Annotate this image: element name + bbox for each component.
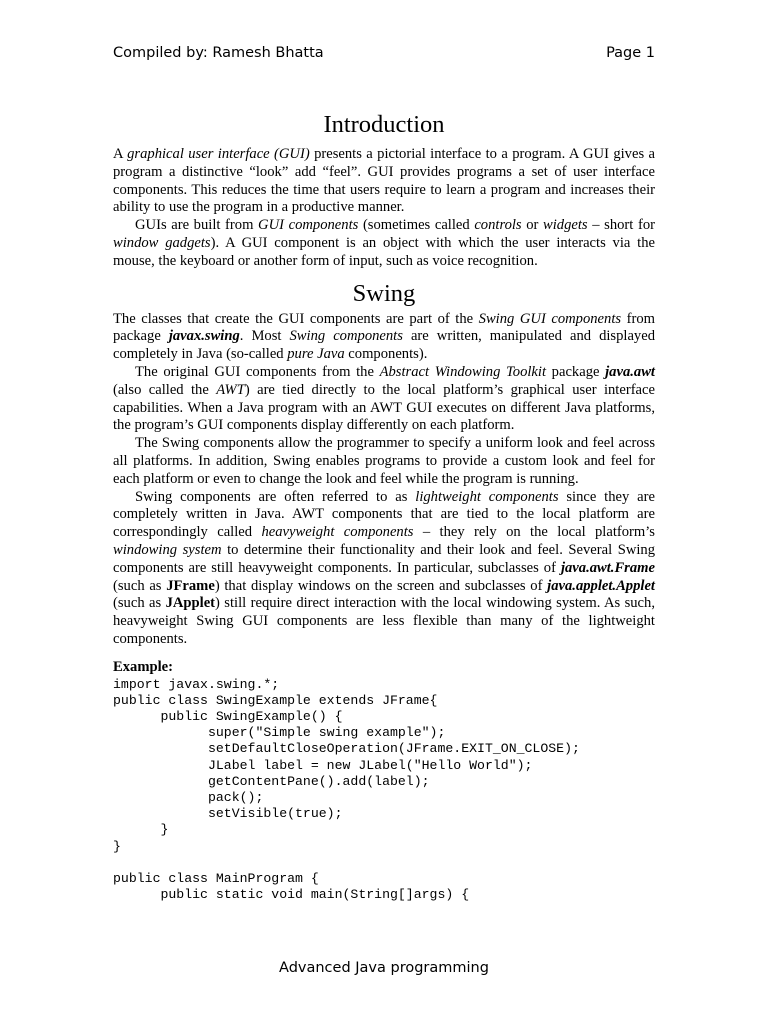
intro-paragraph-2: GUIs are built from GUI components (sometimes called controls or widgets – short for window gadgets). A GUI component is an object with which the user interacts via the mouse, the keyboard or another form of input, such as voice recognition.: [113, 217, 655, 269]
intro-paragraph-1: A graphical user interface (GUI) presents a pictorial interface to a program. A GUI gives a program a distinctive “look” add “feel”. GUI provides programs a set of user interface components. This reduces the time that users require to learn a program and increases their ability to use the program in a productive manner.: [113, 146, 655, 216]
page-header: [113, 45, 655, 65]
swing-paragraph-4: Swing components are often referred to as lightweight components since they are completely written in Java. AWT components that are tied to the local platform are correspondingly called heavyweight components – they rely on the local platform’s windowing system to determine their functionality and their look and feel. Several Swing components are still heavyweight components. In particular, subclasses of java.awt.Frame (such as JFrame) that display windows on the screen and subclasses of java.applet.Applet (such as JApplet) still require direct interaction with the local windowing system. As such, heavyweight Swing GUI components are less flexible than many of the lightweight components.: [113, 488, 656, 647]
swing-paragraph-3: The Swing components allow the programmer to specify a uniform look and feel across all platforms. In addition, Swing enables programs to provide a custom look and feel for each platform or even to change the look and feel while the program is running.: [113, 435, 655, 487]
example-code-block: import javax.swing.*; public class SwingExample extends JFrame{ public SwingExample() { super("Simple swing example"); setDefaultCloseOperation(JFrame.EXIT_ON_CLOSE); JLabel label = new JLabel("Hello World"); getContentPane().add(label); pack(); setVisible(true); } } public class MainProgram { public static void main(String[]args) {: [113, 676, 580, 903]
page-number: Page 1: [606, 45, 655, 61]
swing-heading: Swing: [352, 279, 416, 307]
document-body: [113, 110, 655, 903]
swing-paragraph-1: The classes that create the GUI components are part of the Swing GUI components from package javax.swing. Most Swing components are written, manipulated and displayed completely in Java (so-called pure Java components).: [113, 310, 655, 363]
example-label: Example:: [113, 658, 173, 675]
intro-heading: Introduction: [323, 111, 445, 138]
compiled-by-text: Compiled by: Ramesh Bhatta: [113, 45, 324, 61]
page-footer: Advanced Java programming: [279, 960, 489, 976]
swing-paragraph-2: The original GUI components from the Abstract Windowing Toolkit package java.awt (also called the AWT) are tied directly to the local platform’s graphical user interface capabilities. When a Java program with an AWT GUI executes on different Java platforms, the program’s GUI components display differently on each platform.: [113, 363, 655, 434]
